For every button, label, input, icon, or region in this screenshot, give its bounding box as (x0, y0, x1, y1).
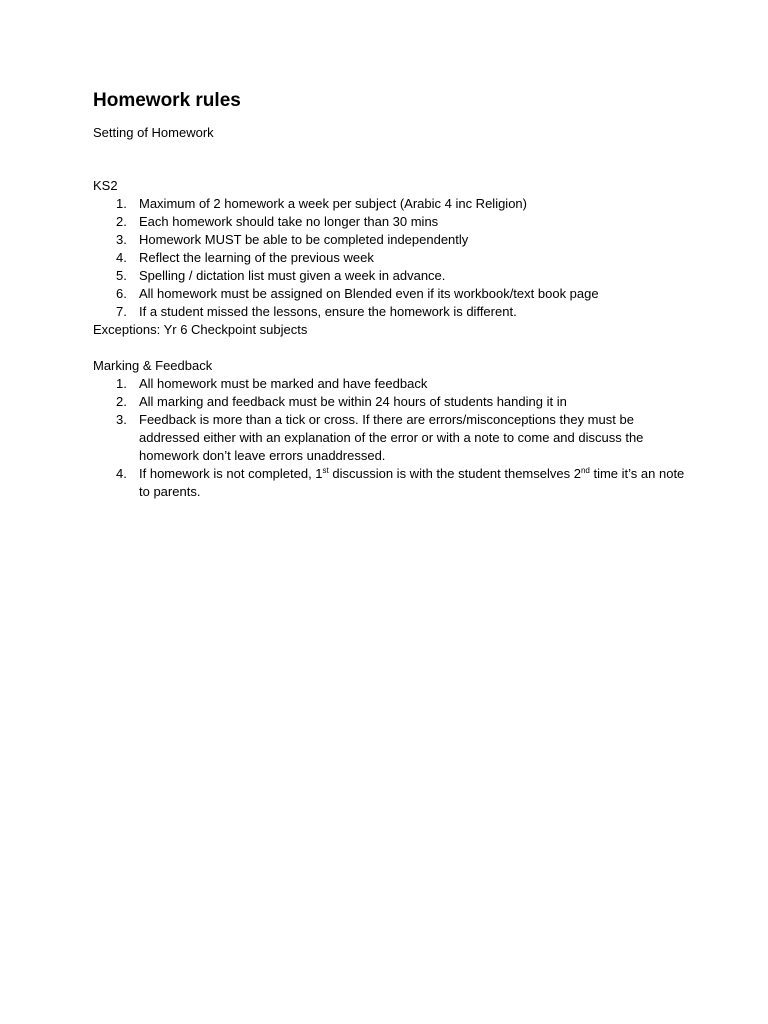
list-text: All marking and feedback must be within 24 hours of students handing it in (139, 394, 567, 409)
marking-rules-list (93, 375, 693, 501)
setting-heading: Setting of Homework (93, 125, 214, 140)
list-item (93, 249, 693, 267)
list-item (93, 411, 693, 465)
list-text: Each homework should take no longer than 30 mins (139, 214, 439, 229)
list-number: 7. (116, 304, 127, 319)
spacer (93, 142, 693, 177)
rule-4-part-1: If homework is not completed, 1 (139, 466, 323, 481)
superscript-st: st (322, 466, 329, 475)
list-number: 1. (116, 376, 127, 391)
list-number: 2. (116, 394, 127, 409)
ks2-heading: KS2 (93, 178, 118, 193)
list-number: 4. (116, 466, 127, 481)
list-text: Feedback is more than a tick or cross. If there are errors/misconceptions they must be addressed either with an explanation of the error or with a note to come and discuss the homework don’t leave errors unaddressed. (139, 412, 644, 463)
page-title: Homework rules (93, 90, 241, 111)
ks2-rules-list (93, 195, 693, 321)
list-item (93, 393, 693, 411)
list-number: 2. (116, 214, 127, 229)
list-item (93, 267, 693, 285)
list-number: 3. (116, 232, 127, 247)
list-text: Maximum of 2 homework a week per subject (Arabic 4 inc Religion) (139, 196, 527, 211)
spacer (93, 339, 693, 357)
list-item (93, 375, 693, 393)
list-item (93, 231, 693, 249)
list-item (93, 195, 693, 213)
exceptions-note: Exceptions: Yr 6 Checkpoint subjects (93, 322, 308, 337)
list-item (93, 213, 693, 231)
list-item (93, 285, 693, 303)
list-text: Homework MUST be able to be completed independently (139, 232, 469, 247)
marking-heading: Marking & Feedback (93, 358, 213, 373)
list-number: 4. (116, 250, 127, 265)
list-number: 5. (116, 268, 127, 283)
rule-4-part-3: time it’s an note to parents. (139, 466, 685, 499)
list-number: 3. (116, 412, 127, 427)
list-item (93, 465, 693, 501)
list-number: 6. (116, 286, 127, 301)
list-text: All homework must be assigned on Blended even if its workbook/text book page (139, 286, 599, 301)
superscript-nd: nd (580, 466, 590, 475)
list-item (93, 303, 693, 321)
list-text: All homework must be marked and have feedback (139, 376, 428, 391)
document-body (93, 88, 693, 501)
list-text (139, 466, 684, 499)
list-text: Spelling / dictation list must given a week in advance. (139, 268, 446, 283)
list-number: 1. (116, 196, 127, 211)
list-text: If a student missed the lessons, ensure the homework is different. (139, 304, 517, 319)
rule-4-part-2: discussion is with the student themselves 2 (328, 466, 581, 481)
list-text: Reflect the learning of the previous week (139, 250, 374, 265)
